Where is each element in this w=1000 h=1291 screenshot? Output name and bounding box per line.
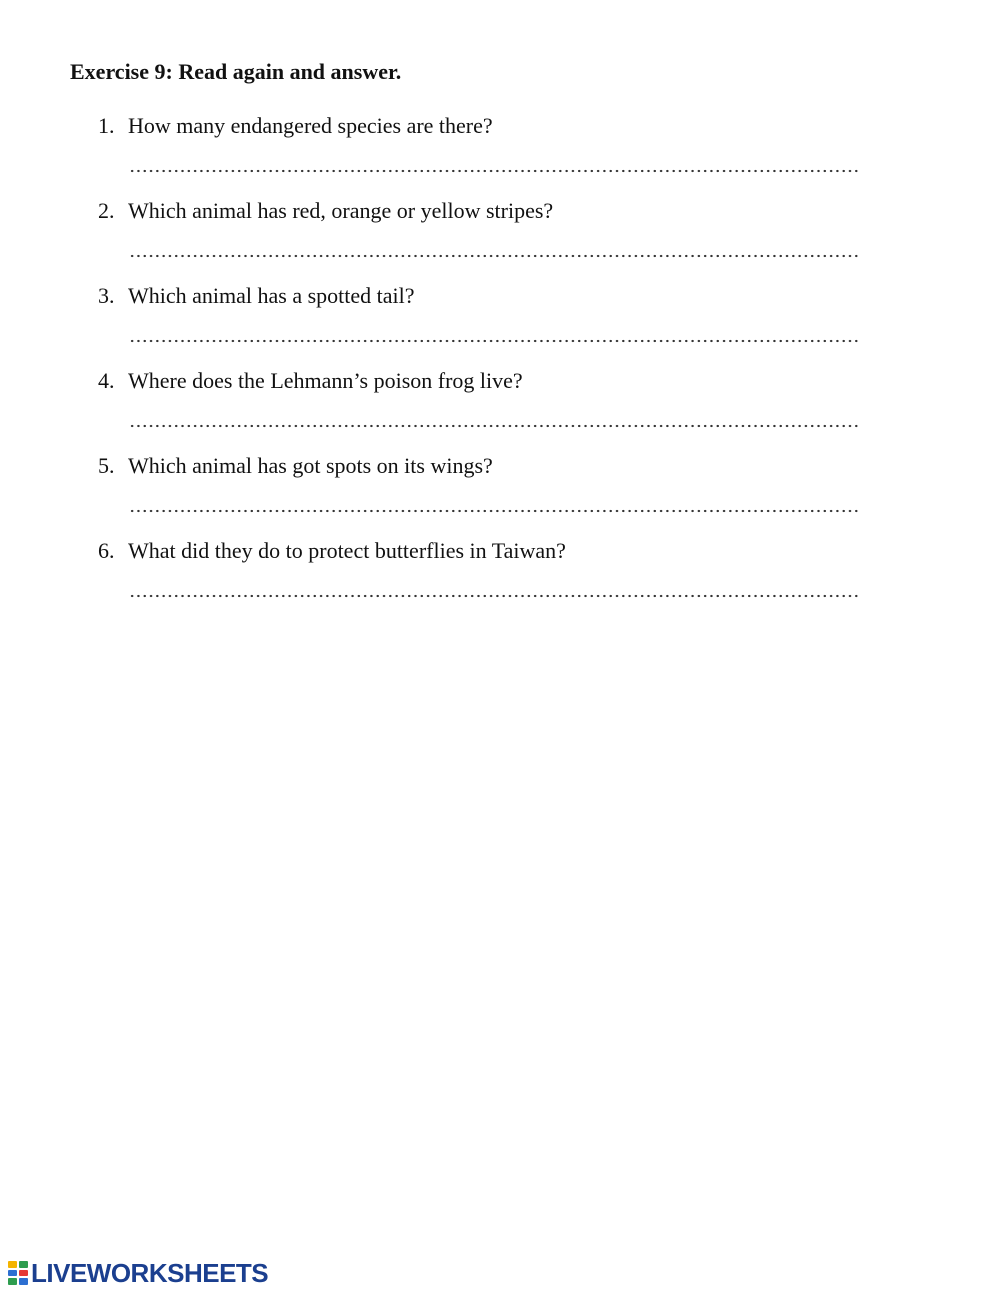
logo-mark-block: [8, 1270, 17, 1277]
answer-input-6[interactable]: [129, 583, 858, 605]
question-number: 1.: [98, 113, 115, 138]
question-text: How many endangered species are there?: [128, 113, 493, 138]
answer-input-1[interactable]: [129, 158, 858, 180]
logo-text: LIVEWORKSHEETS: [31, 1258, 269, 1288]
question-number: 4.: [98, 368, 115, 393]
liveworksheets-logo-icon: [8, 1261, 28, 1285]
question-number: 5.: [98, 453, 115, 478]
question-text: Which animal has got spots on its wings?: [128, 453, 493, 478]
question-number: 6.: [98, 538, 115, 563]
question-item: [98, 537, 878, 622]
question-item: [98, 112, 878, 197]
logo-mark-block: [8, 1278, 17, 1285]
exercise-title: Exercise 9: Read again and answer.: [70, 59, 402, 84]
question-number: 3.: [98, 283, 115, 308]
question-number: 2.: [98, 198, 115, 223]
answer-input-5[interactable]: [129, 498, 858, 520]
logo-mark-block: [19, 1261, 28, 1268]
answer-input-3[interactable]: [129, 328, 858, 350]
question-list: [98, 112, 878, 622]
question-item: [98, 282, 878, 367]
liveworksheets-logo[interactable]: [8, 1258, 268, 1288]
answer-input-4[interactable]: [129, 413, 858, 435]
question-item: [98, 197, 878, 282]
logo-mark-block: [8, 1261, 17, 1268]
question-item: [98, 452, 878, 537]
answer-input-2[interactable]: [129, 243, 858, 265]
logo-mark-block: [19, 1270, 28, 1277]
question-text: Which animal has red, orange or yellow stripes?: [128, 198, 554, 223]
question-text: What did they do to protect butterflies in Taiwan?: [128, 538, 566, 563]
question-item: [98, 367, 878, 452]
question-text: Where does the Lehmann’s poison frog live?: [128, 368, 523, 393]
logo-mark-block: [19, 1278, 28, 1285]
question-text: Which animal has a spotted tail?: [128, 283, 415, 308]
